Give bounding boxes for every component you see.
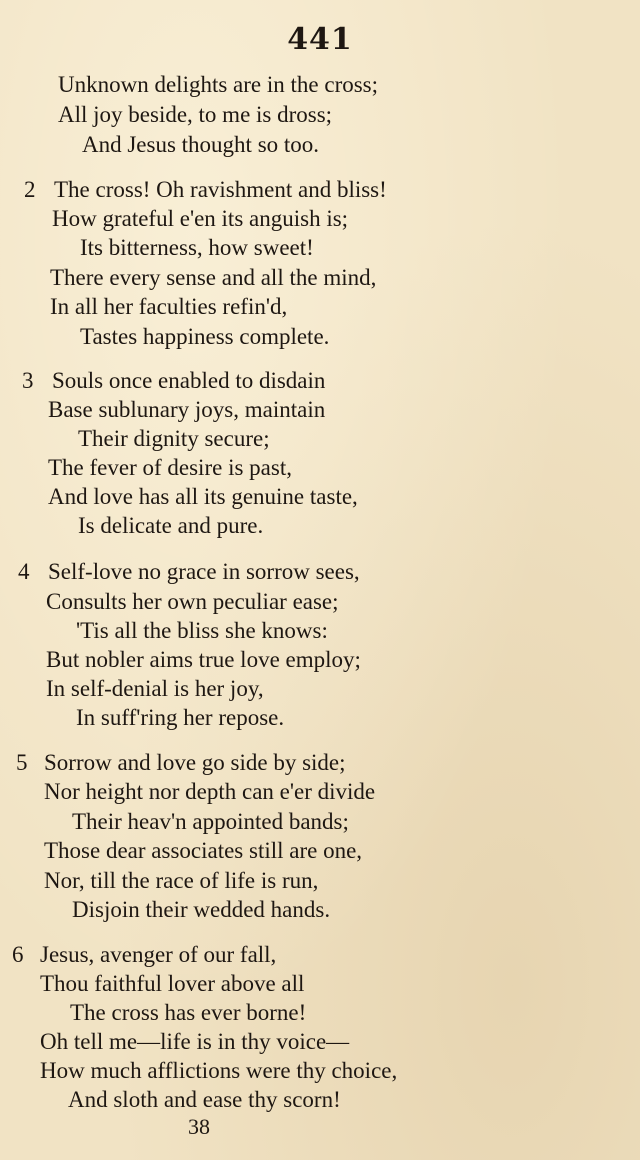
- stanza-4-line-1: Self-love no grace in sorrow sees,: [48, 559, 360, 584]
- signature-mark: 38: [188, 1114, 210, 1139]
- stanza-1-line-2: All joy beside, to me is dross;: [58, 102, 333, 127]
- stanza-4-line-4: But nobler aims true love employ;: [46, 647, 361, 672]
- stanza-2-line-4: There every sense and all the mind,: [50, 265, 377, 290]
- stanza-4-number: 4: [18, 559, 30, 584]
- stanza-6-number: 6: [12, 942, 24, 967]
- stanza-6-line-5: How much afflictions were thy choice,: [40, 1058, 398, 1083]
- stanza-6-line-6: And sloth and ease thy scorn!: [68, 1087, 341, 1112]
- stanza-1-line-3: And Jesus thought so too.: [82, 132, 320, 157]
- stanza-3-line-2: Base sublunary joys, maintain: [48, 397, 326, 422]
- stanza-4-line-6: In suff'ring her repose.: [76, 705, 285, 730]
- stanza-4-line-2: Consults her own peculiar ease;: [46, 589, 339, 614]
- stanza-5-number: 5: [16, 750, 28, 775]
- page-number: 441: [287, 22, 353, 57]
- stanza-5-line-6: Disjoin their wedded hands.: [72, 897, 331, 922]
- stanza-6-line-1: Jesus, avenger of our fall,: [40, 942, 277, 967]
- stanza-6-line-3: The cross has ever borne!: [70, 1000, 307, 1025]
- stanza-4-line-3: 'Tis all the bliss she knows:: [76, 618, 328, 643]
- stanza-5-line-3: Their heav'n appointed bands;: [72, 809, 349, 834]
- stanza-6-line-4: Oh tell me—life is in thy voice—: [40, 1029, 350, 1054]
- stanza-3-line-3: Their dignity secure;: [78, 426, 270, 451]
- stanza-3-line-5: And love has all its genuine taste,: [48, 484, 358, 509]
- stanza-5-line-2: Nor height nor depth can e'er divide: [44, 779, 376, 804]
- stanza-5-line-4: Those dear associates still are one,: [44, 838, 363, 863]
- stanza-1-line-1: Unknown delights are in the cross;: [58, 72, 379, 97]
- stanza-5-line-5: Nor, till the race of life is run,: [44, 868, 319, 893]
- stanza-2-line-2: How grateful e'en its anguish is;: [52, 206, 349, 231]
- stanza-2-line-3: Its bitterness, how sweet!: [80, 235, 314, 260]
- stanza-3-number: 3: [22, 368, 34, 393]
- stanza-2-line-6: Tastes happiness complete.: [80, 324, 330, 349]
- stanza-6-line-2: Thou faithful lover above all: [40, 971, 305, 996]
- stanza-3-line-1: Souls once enabled to disdain: [52, 368, 326, 393]
- stanza-4-line-5: In self-denial is her joy,: [46, 676, 264, 701]
- stanza-5-line-1: Sorrow and love go side by side;: [44, 750, 346, 775]
- stanza-2-number: 2: [24, 177, 36, 202]
- stanza-3-line-4: The fever of desire is past,: [48, 455, 292, 480]
- stanza-3-line-6: Is delicate and pure.: [78, 513, 264, 538]
- stanza-2-line-1: The cross! Oh ravishment and bliss!: [54, 177, 387, 202]
- stanza-2-line-5: In all her faculties refin'd,: [50, 294, 288, 319]
